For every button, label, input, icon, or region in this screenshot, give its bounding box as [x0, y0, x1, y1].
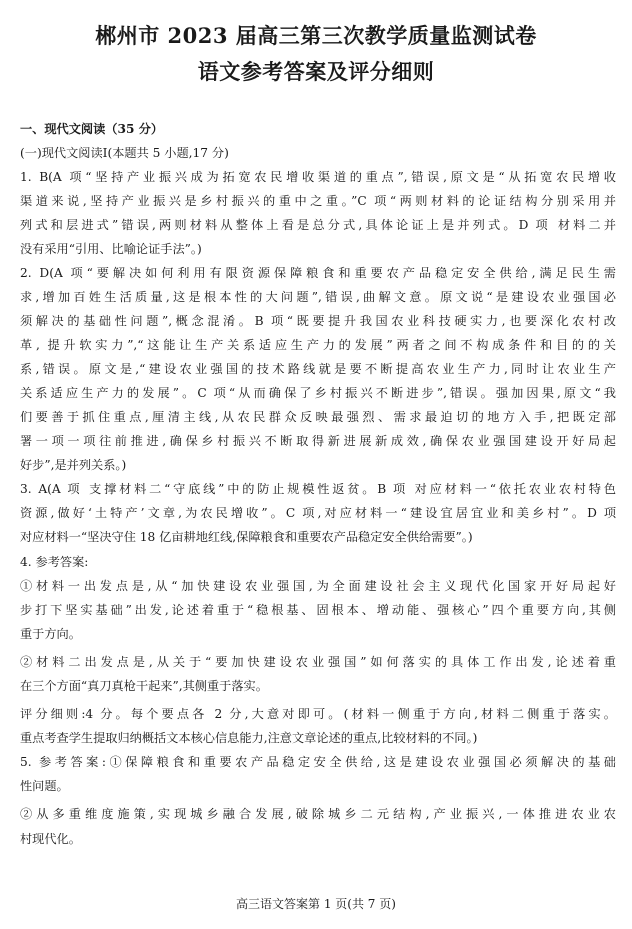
text-line: 5. 参考答案:①保障粮食和重要农产品稳定安全供给,这是建设农业强国必须解决的基础 [20, 755, 616, 769]
text-line: ②从多重维度施策,实现城乡融合发展,破除城乡二元结构,产业振兴,一体推进农业农 [20, 807, 616, 821]
text-line: 3. A(A 项 支撑材料二“守底线”中的防止规模性返贫。B 项 对应材料一“依托农业农村特色 [20, 482, 616, 496]
text-line: 性问题。 [20, 779, 69, 793]
text-line: 署一项一项往前推进,确保乡村振兴不断取得新进展新成效,确保农业强国建设开好局起 [20, 434, 616, 448]
text-line: 2. D(A 项“要解决如何利用有限资源保障粮食和重要农产品稳定安全供给,满足民生需 [20, 266, 616, 280]
text-line: 渠道来说,坚持产业振兴是乡村振兴的重中之重。”C 项“两则材料的论证结构分别采用并 [20, 194, 616, 208]
text-line: 在三个方面“真刀真枪干起来”,其侧重于落实。 [20, 679, 268, 693]
text-line: 重点考查学生提取归纳概括文本核心信息能力,注意文章论述的重点,比较材料的不同。) [20, 731, 478, 745]
text-line: 须解决的基础性问题”,概念混淆。B 项“既要提升我国农业科技硬实力,也要深化农村改 [20, 314, 616, 328]
text-line: (一)现代文阅读Ⅰ(本题共 5 小题,17 分) [20, 146, 229, 160]
text-line: 没有采用“引用、比喻论证手法”。) [20, 242, 202, 256]
text-line: 好步”,是并列关系。) [20, 458, 127, 472]
text-line: 1. B(A 项“坚持产业振兴成为拓宽农民增收渠道的重点”,错误,原文是“从拓宽农民增收 [20, 170, 616, 184]
text-line: ②材料二出发点是,从关于“要加快建设农业强国”如何落实的具体工作出发,论述着重 [20, 655, 616, 669]
text-line: 关系适应生产力的发展”。C 项“从而确保了乡村振兴不断进步”,错误。强加因果,原文“我 [20, 386, 616, 400]
text-line: 们要善于抓住重点,厘清主线,从农民群众反映最强烈、需求最迫切的地方入手,把既定部 [20, 410, 616, 424]
text-line: 对应材料一“坚决守住 18 亿亩耕地红线,保障粮食和重要农产品稳定安全供给需要”。) [20, 530, 473, 544]
text-line: ①材料一出发点是,从“加快建设农业强国,为全面建设社会主义现代化国家开好局起好 [20, 579, 616, 593]
text-line: 村现代化。 [20, 832, 81, 846]
text-line: 系,错误。原文是,“建设农业强国的技术路线就是要不断提高农业生产力,同时让农业生产 [20, 362, 616, 376]
exam-subtitle: 语文参考答案及评分细则 [197, 59, 435, 84]
text-line: 4. 参考答案: [20, 555, 89, 569]
text-line: 评分细则:4 分。每个要点各 2 分,大意对即可。(材料一侧重于方向,材料二侧重于落实。 [20, 707, 616, 721]
text-line: 列式和层进式”错误,两则材料从整体上看是总分式,具体论证上是并列式。D 项 材料二并 [20, 218, 616, 232]
text-line: 一、现代文阅读（35 分） [20, 122, 164, 136]
text-line: 重于方向。 [20, 627, 81, 641]
text-line: 求,增加百姓生活质量,这是根本性的大问题”,错误,曲解文意。原文说“是建设农业强国必 [20, 290, 616, 304]
page-footer: 高三语文答案第 1 页(共 7 页) [236, 897, 396, 911]
exam-title: 郴州市 2023 届高三第三次教学质量监测试卷 [95, 23, 537, 48]
text-line: 革, 提升软实力”,“这能让生产关系适应生产力的发展”两者之间不构成条件和目的的关 [20, 338, 616, 352]
text-line: 资源,做好‘土特产’文章,为农民增收”。C 项,对应材料一“建设宜居宜业和美乡村”。D 项 [20, 506, 616, 520]
text-line: 步打下坚实基础”出发,论述着重于“稳根基、固根本、增动能、强核心”四个重要方向,其侧 [20, 603, 616, 617]
